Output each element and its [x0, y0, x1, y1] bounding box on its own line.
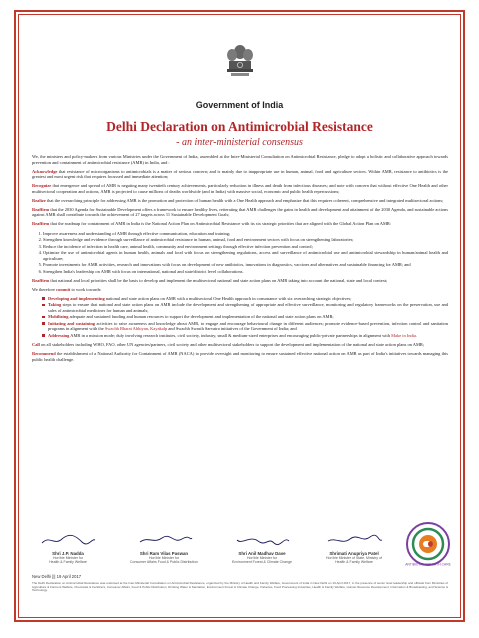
signatory-name: Shrimati Anupriya Patel	[329, 551, 379, 556]
list-item: 6. Strengthen India's leadership on AMR with focus on international, national and state/district level collaborations.	[43, 269, 448, 275]
action-keyword: Taking	[48, 302, 62, 308]
commitments-list	[42, 296, 448, 339]
signatory-2	[124, 533, 204, 564]
clause-keyword: Reaffirm	[32, 221, 50, 227]
clause-text: that the roadmap for containment of AMR in India is the National Action Plan on Antimicrobial Resistance with its six strategic priorities that are aligned with the Global Action Plan on AMR:	[49, 221, 392, 227]
clause-text: on all stakeholders including WHO, FAO, other UN agencies/partners, civil society and other multisectoral stakeholders to support the development and implementation of the national and state action plans on AMR;	[39, 341, 425, 347]
clause-keyword: Realize	[32, 197, 46, 203]
signature-icon	[232, 534, 292, 546]
clause-reaffirm-priorities	[32, 278, 448, 284]
recommend-paragraph	[32, 351, 448, 362]
signatory-portfolio: Health & Family Welfare	[335, 560, 373, 564]
clause-acknowledge	[32, 169, 448, 180]
signatory-role: Hon'ble Minister for	[246, 556, 278, 560]
signatory-portfolio: Consumer Affairs Food & Public Distribution	[129, 560, 199, 564]
action-text: adequate and sustained funding and human resources to support the development and implementation of the national and state action plans on AMR;	[68, 314, 334, 320]
signatory-portfolio: Environment Forest & Climate Change	[232, 560, 292, 564]
clause-keyword: Recommend	[32, 351, 56, 357]
action-keyword: Developing and implementing	[48, 295, 105, 301]
signatory-4	[314, 533, 394, 564]
list-item	[42, 314, 448, 320]
commit-paragraph	[32, 287, 448, 293]
signature-icon	[324, 534, 384, 546]
declaration-date: New Delhi ||| 19 April 2017	[32, 574, 82, 579]
list-item	[42, 302, 448, 313]
signatory-3	[222, 533, 302, 564]
action-text: AMR in a mission mode; duly involving research institutes, civil society, industry, small & medium-sized enterprises and encouraging public-private partnerships in alignment with	[69, 332, 392, 338]
page-subtitle: - an inter-ministerial consensus	[176, 137, 303, 148]
signatory-portfolio: Health & Family Welfare	[49, 560, 87, 564]
list-item: 4. Optimize the use of antimicrobial agents in human health, animals and food with focus on strengthening regulations, access and surveillance of antimicrobial use and antimicrobial stewardship in human/animal health and agriculture;	[43, 250, 448, 261]
list-item	[42, 333, 448, 339]
commit-post: to work towards:	[70, 286, 102, 292]
clause-keyword: Recognize	[32, 183, 52, 189]
list-item: 5. Promote investments for AMR activities, research and innovations with focus on development of new antibiotics, innovations in diagnostics, vaccines and alternatives and sustainable financing for AMR; and	[43, 262, 448, 268]
signatory-role: Hon'ble Minister for	[52, 556, 84, 560]
clause-keyword: Reaffirm	[32, 206, 50, 212]
page-title: Delhi Declaration on Antimicrobial Resistance	[106, 119, 373, 134]
antibiotic-campaign-logo-icon	[404, 520, 452, 568]
government-label: Government of India	[195, 100, 284, 110]
call-paragraph	[32, 342, 448, 348]
signature-icon	[38, 534, 98, 546]
intro-paragraph: We, the ministers and policy-makers from various Ministries under the Government of India, assembled at the Inter-Ministerial Consultation on Antimicrobial Resistance, pledge to adopt a holistic and collaborative approach towards prevention and containment of antimicrobial resistance (AMR) in India, and :	[32, 154, 448, 165]
action-text: national and state action plans on AMR with a multisectoral One Health approach in consonance with six overarching strategic objectives;	[104, 295, 352, 301]
signatory-name: Shri J.P. Nadda	[52, 551, 84, 556]
list-item: 1. Improve awareness and understanding of AMR through effective communication, education and training;	[43, 231, 448, 237]
clause-realize	[32, 198, 448, 204]
clause-text: that national and local priorities shall be the basis to develop and implement the multisectoral national and state action plans on AMR taking into account the national, state and local context;	[49, 277, 388, 283]
action-text: steps to ensure that national and state action plans on AMR include the development and strengthening of appropriate and effective surveillance, monitoring and regulatory frameworks on the preservation, use and sales of antimicrobial medicines for human and animals;	[48, 302, 448, 313]
action-keyword: Mobilizing	[48, 314, 69, 320]
clause-recognize	[32, 183, 448, 194]
commit-keyword: commit	[56, 286, 71, 292]
signatory-name: Shri Anil Madhav Dave	[238, 551, 286, 556]
strategic-priorities-list	[43, 231, 448, 275]
footnote: The Delhi Declaration on Antimicrobial Resistance was endorsed at the Inter-Ministerial Consultation on Antimicrobial Resistance, organized by the Ministry of Health and Family Welfare, Government of India in New Delhi on 19 April 2017, in the presence of senior level leadership and officials from Ministries of Agriculture & Farmers Welfare, Chemicals & Fertilizers, Consumer Affairs, Food & Public Distribution, Drinking Water & Sanitation, Environment Forest & Climate Change, Fisheries, Food Processing Industries, Health & Family Welfare, Human Resource Development, Information & Broadcasting, and Science & Technology.	[32, 581, 448, 593]
action-keyword: Addressing	[48, 332, 70, 338]
clause-keyword: Reaffirm	[32, 277, 50, 283]
action-tail: and Swachh Swasth Sarvatra initiatives of the Government of India; and	[167, 326, 297, 332]
list-item: 3. Reduce the incidence of infection in health care, animal health, community and environment settings through effective infection prevention and control;	[43, 244, 448, 250]
list-item	[42, 321, 448, 332]
clause-keyword: Call	[32, 341, 40, 347]
action-tail: .	[415, 332, 418, 338]
signature-icon	[134, 534, 194, 546]
clause-text: that the 2030 Agenda for Sustainable Development offers a framework to ensure healthy lives, reiterating that AMR challenges the gains in health and development and attainment of the 2030 Agenda, and sustainable actions against AMR shall contribute towards the achievement of 27 targets across 11 Sustainable Development Goals;	[32, 206, 448, 218]
declaration-body	[32, 154, 448, 366]
clause-text: that emergence and spread of AMR is negating many twentieth century achievements, particularly reduction in illness and death from infectious diseases; and note with concern that without effective One Health and other multisectoral cooperation and actions, AMR is projected to cause millions of deaths worldwide (and in India) with massive social, economic and public health repercussions;	[32, 183, 448, 194]
signatory-name: Shri Ram Vilas Paswan	[139, 551, 189, 556]
clause-text: that resistance of microorganisms to antimicrobials is a matter of serious concern; and is mainly due to inappropriate use in human, animal, food and agriculture sectors. Within AMR, resistance to antibiotics is the greatest and most urgent risk that requires focussed and immediate attention;	[32, 168, 448, 180]
clause-reaffirm-roadmap	[32, 221, 448, 227]
signatory-role: Hon'ble Minister for	[148, 556, 180, 560]
signatory-role: Hon'ble Minister of State, Ministry of	[326, 556, 382, 560]
initiative-names: Make in India	[391, 332, 416, 338]
signatory-1	[28, 533, 108, 564]
clause-text: the establishment of a National Authority for Containment of AMR (NACA) to provide oversight and monitoring to ensure sustained effective national action on AMR as part of India's initiatives towards managing this public health challenge.	[32, 351, 448, 362]
list-item: 2. Strengthen knowledge and evidence through surveillance of antimicrobial resistance in human, animal, food and environment sectors with focus on strengthening laboratories;	[43, 237, 448, 243]
initiative-names: Swachh Bharat Abhiyan, Kayakalp	[104, 326, 168, 332]
action-text: activities to raise awareness and knowledge about AMR, to engage and encourage behavioural change in different audiences; promote evidence-based prevention, infection control and sanitation programs in alignment with the	[48, 320, 448, 332]
list-item	[42, 296, 448, 302]
clause-keyword: Acknowledge	[32, 168, 58, 174]
clause-reaffirm-2030	[32, 207, 448, 218]
clause-text: that the overarching principle for addressing AMR is the promotion and protection of human health with a One Health approach and emphasize that this requires coherent, comprehensive and integrated multisectoral actions;	[45, 197, 444, 203]
commit-pre: We therefore	[32, 286, 57, 292]
logo-caption: ANTIBIOTIC USE WITH CARE	[405, 562, 451, 567]
action-keyword: Initiating and sustaining	[48, 320, 96, 326]
national-emblem-icon	[221, 42, 259, 88]
